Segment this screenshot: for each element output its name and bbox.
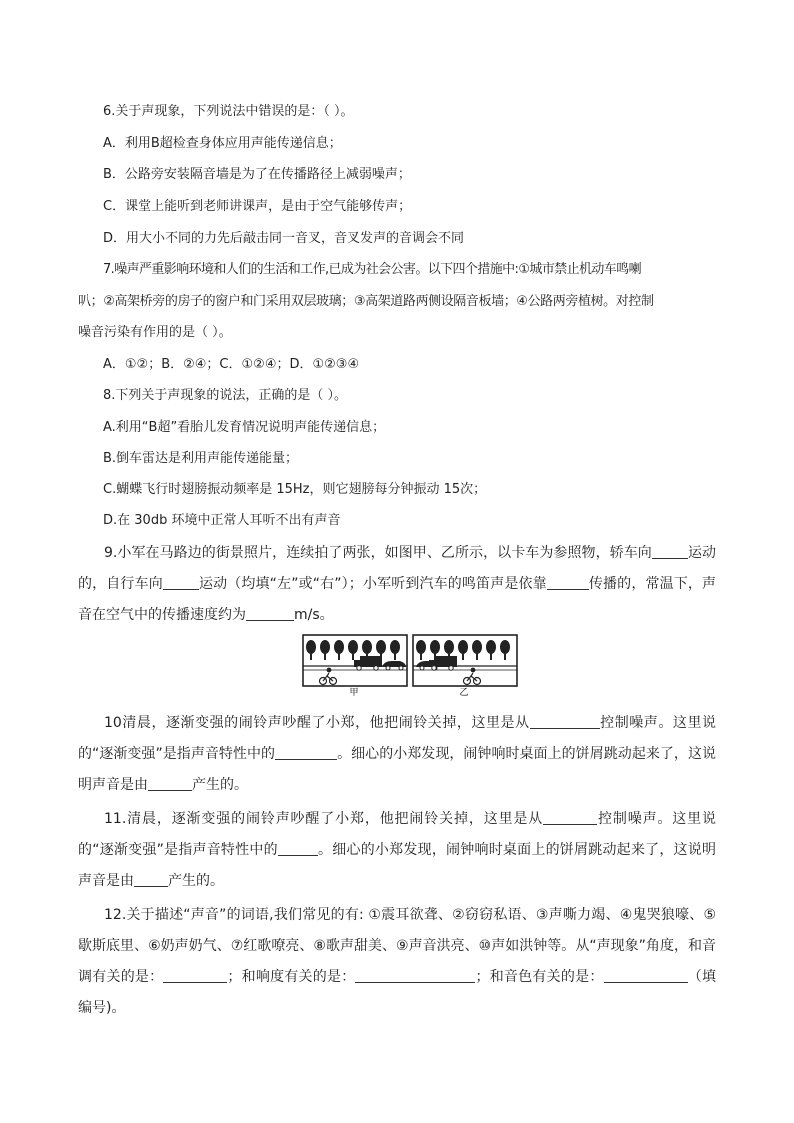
q12-blank-1[interactable]	[163, 968, 227, 983]
q8-option-b: B.倒车雷达是利用声能传递能量；	[103, 451, 299, 466]
q10-blank-3[interactable]	[148, 776, 192, 791]
q9-paragraph	[78, 538, 716, 631]
q12-paragraph	[78, 900, 716, 1024]
photo-jia	[303, 635, 407, 686]
q6-option-c: C．课堂上能听到老师讲课声，是由于空气能够传声；	[103, 199, 412, 214]
figure-label-jia: 甲	[349, 688, 359, 697]
q9-text-1: 9.小军在马路边的街景照片，连续拍了两张，如图甲、乙所示，以卡车为参照物，轿车向	[104, 545, 652, 561]
q7-line2: 叭；②高架桥旁的房子的窗户和门采用双层玻璃；③高架道路两侧设隔音板墙；④公路两旁植树。对控制	[78, 294, 654, 309]
q8-option-d: D.在 30db 环境中正常人耳听不出有声音	[103, 513, 341, 528]
q10-text-3: 。细心的小郑发现，闹钟响时桌面上的饼屑跳动起来了，这说明声音是由	[78, 746, 716, 793]
q12-text-3: ；和音色有关的是：	[475, 969, 604, 985]
q10-blank-1[interactable]	[530, 714, 600, 729]
q6-option-b: B．公路旁安装隔音墙是为了在传播路径上减弱噪声；	[103, 167, 411, 182]
q11-text-2: 控制噪声。这里说的“逐渐变强”是指声音特性中的	[78, 811, 717, 858]
q7-line3: 噪音污染有作用的是（ ）。	[78, 325, 232, 340]
q10-text-4: 产生的。	[192, 777, 248, 793]
q9-text-3: 运动（均填“左”或“右”）；小军听到汽车的鸣笛声是依靠	[198, 576, 547, 592]
q11-text-4: 产生的。	[168, 873, 224, 889]
q12-blank-2[interactable]	[355, 968, 475, 983]
q9-text-4: 传播的，常温下，声音在空气中的传播速度约为	[78, 576, 717, 623]
q10-text-1: 10清晨，逐渐变强的闹铃声吵醒了小郑，他把闹铃关掉，这里是从	[104, 715, 530, 731]
q12-text-2: ；和响度有关的是：	[227, 969, 356, 985]
q11-blank-3[interactable]	[134, 872, 168, 887]
street-scene-figure	[302, 634, 518, 697]
figure-label-yi: 乙	[459, 688, 469, 697]
q10-blank-2[interactable]	[275, 745, 337, 760]
q9-blank-2[interactable]	[163, 575, 199, 590]
q10-text-2: 控制噪声。这里说的“逐渐变强”是指声音特性中的	[78, 715, 716, 762]
q6-option-a: A．利用B超检查身体应用声能传递信息；	[103, 136, 342, 151]
q12-text-1: 12.关于描述“声音”的词语,我们常见的有: ①震耳欲聋、②窃窃私语、③声嘶力竭、④鬼哭狼嚎、⑤歇斯底里、⑥奶声奶气、⑦红歌嘹亮、⑧歌声甜美、⑨声音洪亮、⑩声如洪钟等。从“声现象”角度，和音调有关的是：	[78, 907, 716, 985]
q9-blank-1[interactable]	[652, 544, 688, 559]
q9-text-5: m/s。	[294, 607, 334, 623]
q11-text-3: 。细心的小郑发现，闹钟响时桌面上的饼屑跳动起来了，这说明声音是由	[78, 842, 717, 889]
q7-options: A．①②；B．②④；C．①②④；D．①②③④	[103, 357, 360, 372]
q9-blank-3[interactable]	[547, 575, 589, 590]
q8-option-c: C.蝴蝶飞行时翅膀振动频率是 15Hz，则它翅膀每分钟振动 15次；	[103, 482, 487, 497]
q8-option-a: A.利用“B超”看胎儿发育情况说明声能传递信息；	[103, 420, 386, 435]
q9-text-2: 运动的，自行车向	[78, 545, 717, 592]
q12-text-4: （填编号)。	[78, 969, 717, 1016]
q11-text-1: 11.清晨，逐渐变强的闹铃声吵醒了小郑，他把闹铃关掉，这里是从	[104, 811, 544, 827]
q6-stem: 6.关于声现象，下列说法中错误的是：（ ）。	[103, 104, 354, 119]
q10-paragraph	[78, 708, 716, 801]
q11-blank-2[interactable]	[278, 841, 318, 856]
photo-yi	[413, 635, 517, 686]
q8-stem: 8.下列关于声现象的说法，正确的是（ ）。	[103, 388, 348, 403]
q11-blank-1[interactable]	[543, 810, 597, 825]
q12-blank-3[interactable]	[604, 968, 688, 983]
q11-paragraph	[78, 804, 716, 897]
q7-line1: 7.噪声严重影响环境和人们的生活和工作,已成为社会公害。以下四个措施中:①城市禁止机动车鸣喇	[103, 262, 641, 277]
q6-option-d: D．用大小不同的力先后敲击同一音叉，音叉发声的音调会不同	[103, 231, 465, 246]
q9-blank-4[interactable]	[246, 606, 294, 621]
